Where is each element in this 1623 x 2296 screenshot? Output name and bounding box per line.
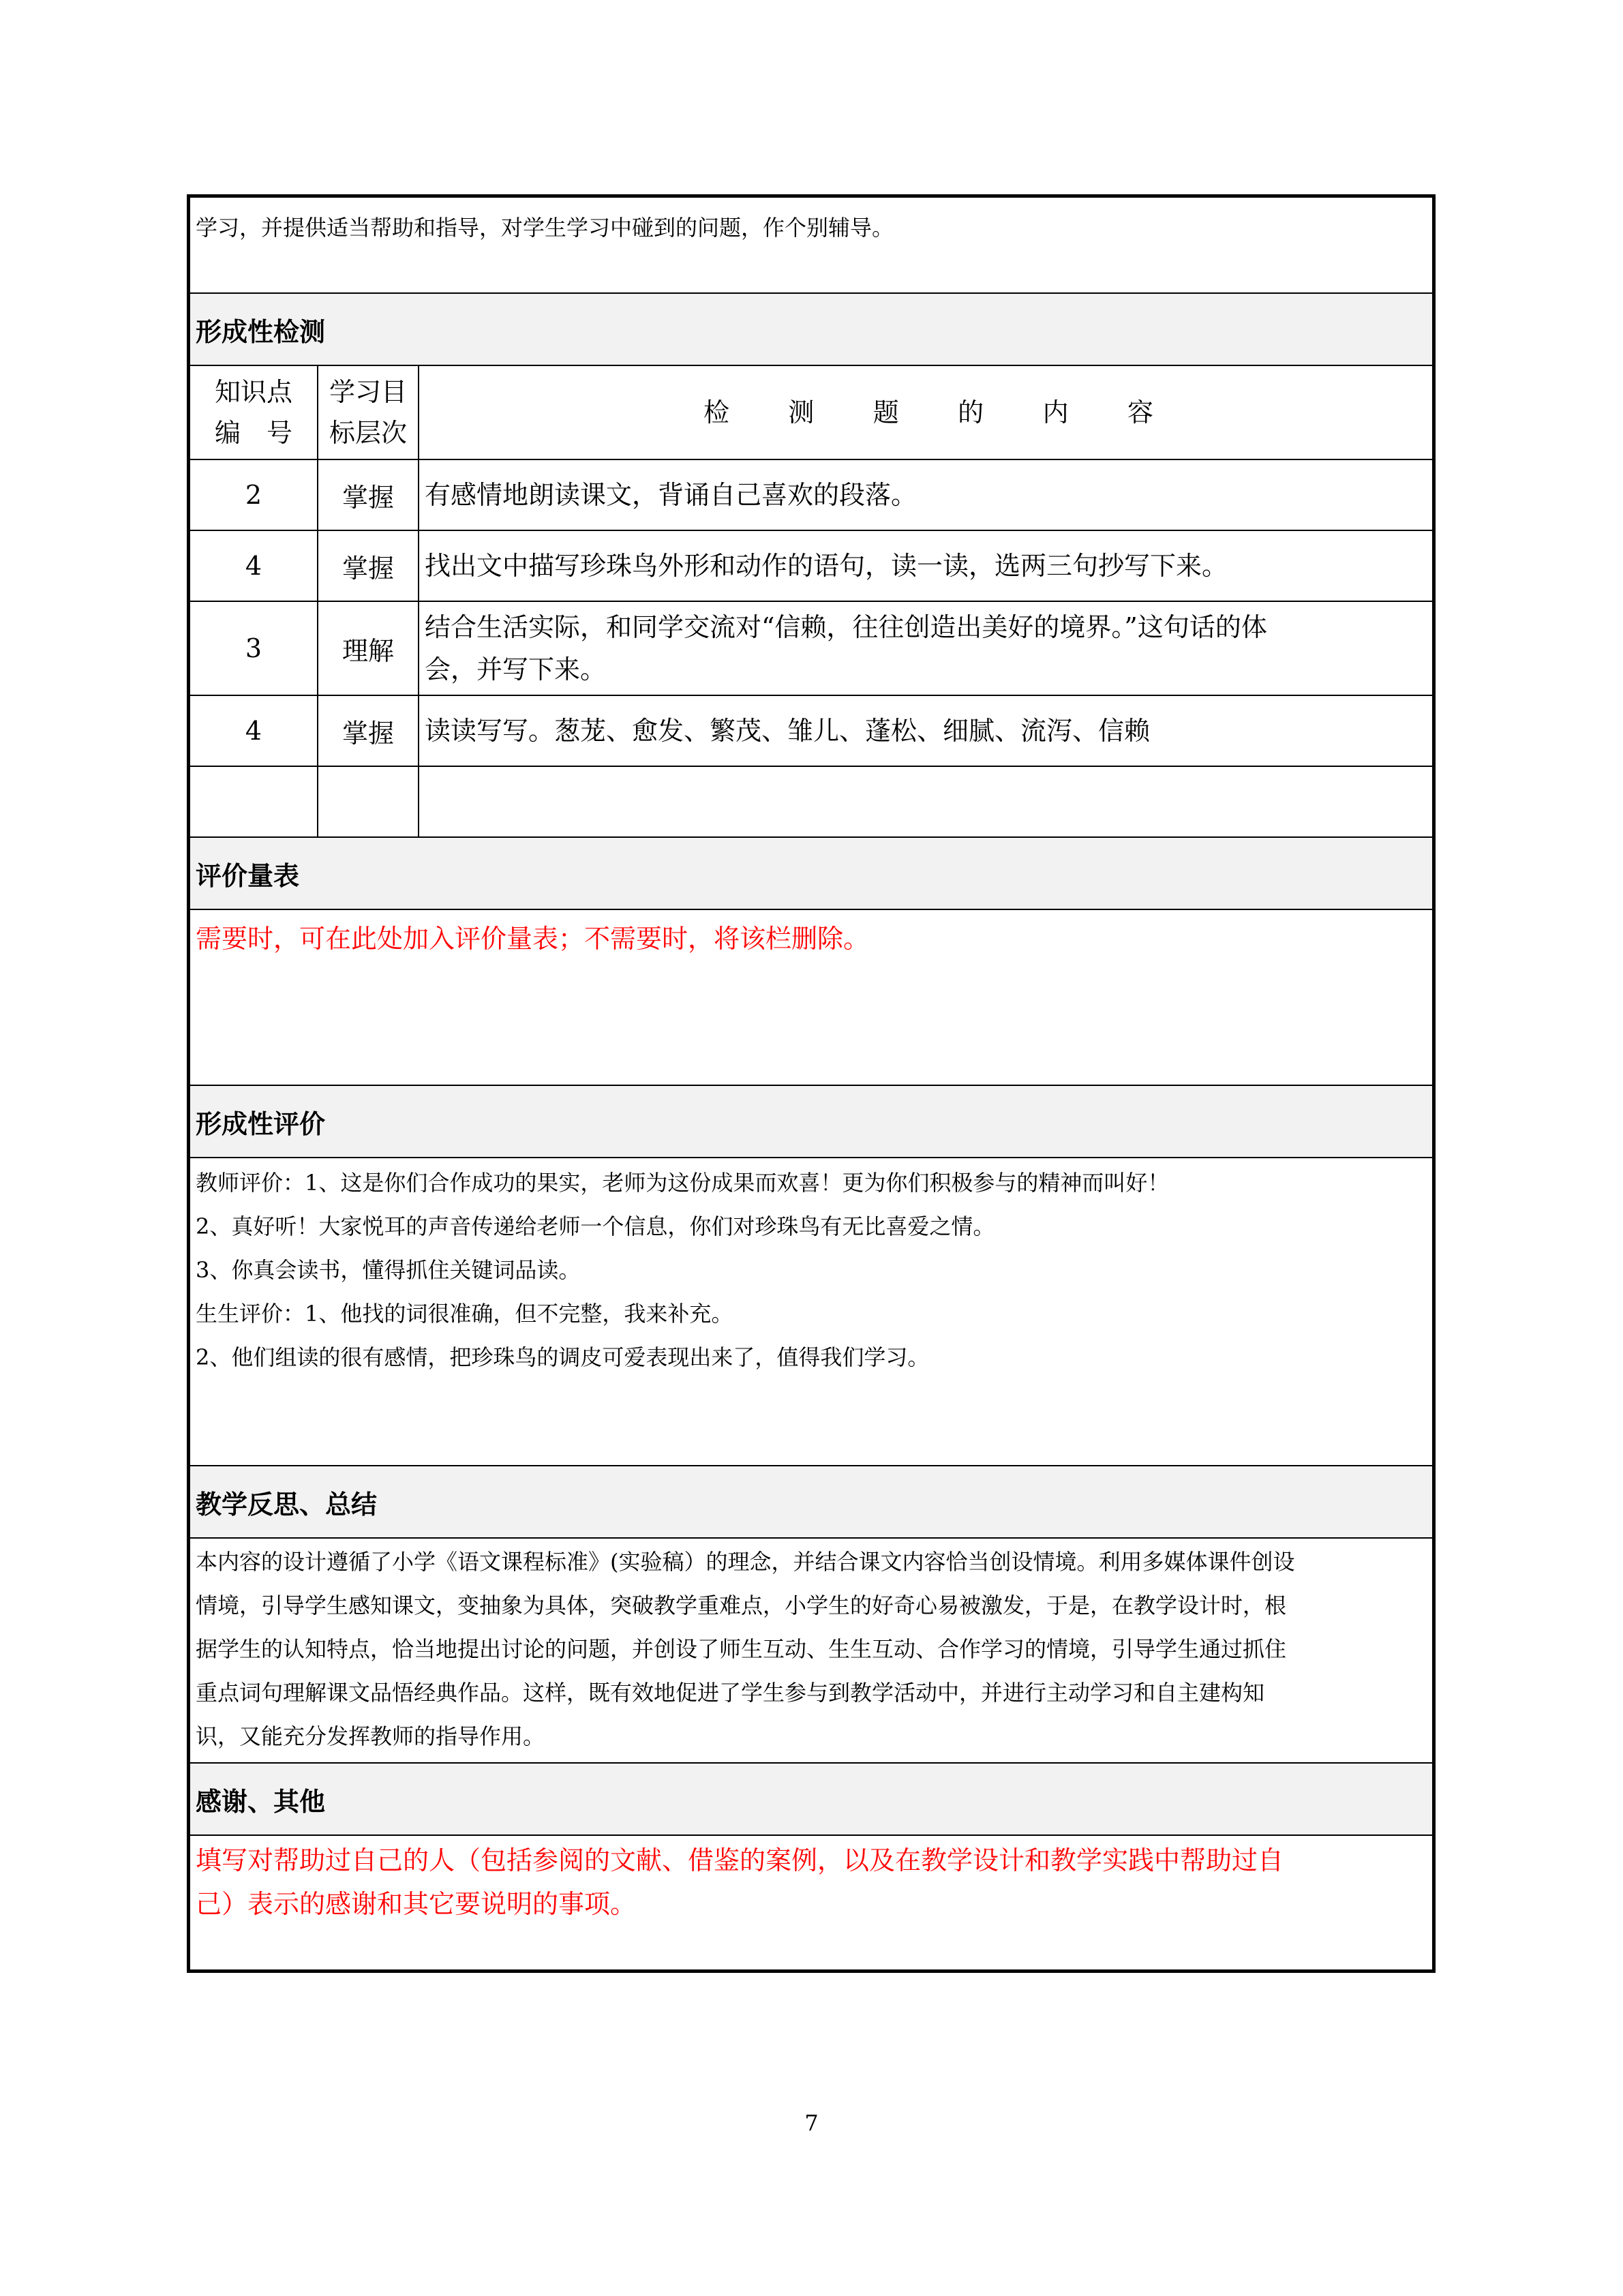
- rubric-title: 评价量表: [196, 860, 300, 891]
- reflection-line: 本内容的设计遵循了小学《语文课程标准》(实验稿）的理念，并结合课文内容恰当创设情境。利用多媒体课件创设: [196, 1549, 1295, 1575]
- thanks-header: [190, 1764, 1432, 1836]
- formative-eval-body: [190, 1158, 1432, 1466]
- rubric-note: 需要时，可在此处加入评价量表；不需要时，将该栏删除。: [196, 924, 870, 954]
- col-goal-level: [318, 366, 419, 459]
- formative-test-header: [190, 294, 1432, 366]
- thanks-line: 己）表示的感谢和其它要说明的事项。: [196, 1889, 637, 1919]
- row-level: 掌握: [318, 531, 419, 601]
- table-row: [190, 531, 1432, 602]
- page-number: 7: [804, 2110, 819, 2136]
- formative-eval-header: [190, 1086, 1432, 1158]
- formative-test-title: 形成性检测: [196, 316, 326, 347]
- col-knowledge-point-line2: 编 号: [214, 418, 292, 448]
- thanks-body: [190, 1836, 1432, 1969]
- eval-line: 2、他们组读的很有感情，把珍珠鸟的调皮可爱表现出来了，值得我们学习。: [196, 1344, 930, 1370]
- rubric-body: [190, 910, 1432, 1086]
- formative-eval-title: 形成性评价: [196, 1108, 326, 1139]
- row-num: [190, 767, 318, 836]
- row-level: 掌握: [318, 696, 419, 766]
- col-test-content-char: 题: [873, 397, 899, 427]
- reflection-title: 教学反思、总结: [196, 1488, 378, 1520]
- col-test-content: [419, 366, 1432, 459]
- table-row: [190, 602, 1432, 696]
- row-num: 4: [190, 531, 318, 601]
- reflection-line: 据学生的认知特点，恰当地提出讨论的问题，并创设了师生互动、生生互动、合作学习的情境，引导学生通过抓住: [196, 1636, 1287, 1662]
- row-level: 掌握: [318, 460, 419, 530]
- row-num: 2: [190, 460, 318, 530]
- row-content-line2: 会，并写下来。: [425, 654, 607, 684]
- lesson-plan-table: [187, 194, 1436, 1973]
- col-test-content-char: 检: [703, 397, 730, 427]
- reflection-header: [190, 1466, 1432, 1539]
- col-goal-level-line2: 标层次: [329, 418, 407, 448]
- row-content-line1: 找出文中描写珍珠鸟外形和动作的语句，读一读，选两三句抄写下来。: [425, 551, 1228, 581]
- row-content-line1: 有感情地朗读课文，背诵自己喜欢的段落。: [425, 480, 917, 510]
- thanks-title: 感谢、其他: [196, 1785, 326, 1817]
- reflection-body: [190, 1539, 1432, 1764]
- col-test-content-char: 容: [1127, 397, 1153, 427]
- reflection-line: 重点词句理解课文品悟经典作品。这样，既有效地促进了学生参与到教学活动中，并进行主动学习和自主建构知: [196, 1680, 1265, 1706]
- continuation-row: [190, 198, 1432, 294]
- row-level: [318, 767, 419, 836]
- row-content: [419, 460, 1432, 530]
- row-content-line1: 结合生活实际，和同学交流对“信赖，往往创造出美好的境界。”这句话的体: [425, 612, 1267, 642]
- col-goal-level-line1: 学习目: [329, 377, 407, 407]
- row-content: [419, 696, 1432, 766]
- eval-line: 生生评价：1、他找的词很准确，但不完整，我来补充。: [196, 1301, 733, 1327]
- table-row: [190, 460, 1432, 531]
- row-content: [419, 602, 1432, 695]
- col-knowledge-point: [190, 366, 318, 459]
- row-content: [419, 531, 1432, 601]
- col-test-content-char: 内: [1042, 397, 1069, 427]
- eval-line: 教师评价：1、这是你们合作成功的果实，老师为这份成果而欢喜！更为你们积极参与的精神而叫好！: [196, 1170, 1170, 1196]
- table-row: [190, 696, 1432, 767]
- col-test-content-char: 测: [788, 397, 815, 427]
- reflection-line: 识，又能充分发挥教师的指导作用。: [196, 1723, 545, 1749]
- row-num: 3: [190, 602, 318, 695]
- test-table-head: [190, 366, 1432, 460]
- col-knowledge-point-line1: 知识点: [214, 377, 292, 407]
- row-content: [419, 767, 1432, 836]
- col-test-content-char: 的: [958, 397, 984, 427]
- thanks-line: 填写对帮助过自己的人（包括参阅的文献、借鉴的案例，以及在教学设计和教学实践中帮助过自: [196, 1845, 1284, 1875]
- col-test-content-label: [703, 392, 1153, 433]
- eval-line: 3、你真会读书，懂得抓住关键词品读。: [196, 1257, 581, 1283]
- row-num: 4: [190, 696, 318, 766]
- eval-line: 2、真好听！大家悦耳的声音传递给老师一个信息，你们对珍珠鸟有无比喜爱之情。: [196, 1213, 995, 1239]
- continuation-text: 学习，并提供适当帮助和指导，对学生学习中碰到的问题，作个别辅导。: [196, 215, 894, 241]
- reflection-line: 情境，引导学生感知课文，变抽象为具体，突破教学重难点，小学生的好奇心易被激发，于是，在教学设计时，根: [196, 1592, 1287, 1618]
- rubric-header: [190, 838, 1432, 910]
- row-level: 理解: [318, 602, 419, 695]
- row-content-line1: 读读写写。葱茏、愈发、繁茂、雏儿、蓬松、细腻、流泻、信赖: [425, 716, 1151, 746]
- table-row-empty: [190, 767, 1432, 838]
